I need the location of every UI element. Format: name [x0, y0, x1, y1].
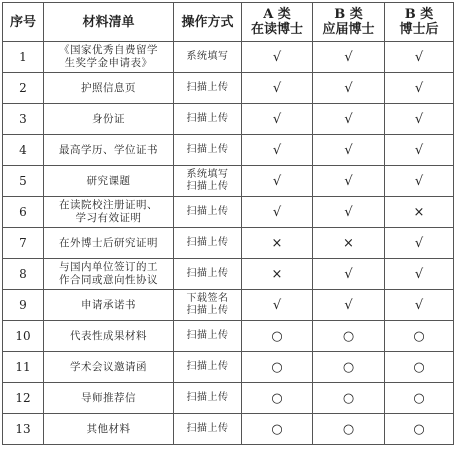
category-b2-mark: √ — [385, 73, 454, 104]
header-category-b1 — [313, 3, 385, 42]
material-text: 护照信息页 — [81, 81, 136, 94]
category-b2-mark: ○ — [385, 352, 454, 383]
table-row — [3, 42, 454, 73]
operation-cell — [174, 290, 242, 321]
material-cell — [44, 321, 174, 352]
category-b1-mark: √ — [313, 135, 385, 166]
header-b2-type: B 类 — [404, 7, 434, 22]
row-number: 8 — [3, 259, 44, 290]
operation-text: 扫描上传 — [186, 82, 229, 93]
category-b1-mark: √ — [313, 197, 385, 228]
category-b2-mark: × — [385, 197, 454, 228]
category-b1-mark: × — [313, 228, 385, 259]
operation-text: 扫描上传 — [186, 144, 229, 155]
table-row — [3, 414, 454, 445]
table-row — [3, 290, 454, 321]
operation-text: 扫描上传 — [186, 181, 229, 192]
material-cell — [44, 383, 174, 414]
operation-text: 扫描上传 — [186, 392, 229, 403]
material-text: 生奖学金申请表》 — [64, 57, 153, 69]
header-material: 材料清单 — [44, 3, 174, 42]
category-b2-mark: ○ — [385, 321, 454, 352]
row-number: 7 — [3, 228, 44, 259]
operation-text: 扫描上传 — [186, 423, 229, 434]
category-a-mark: √ — [242, 166, 313, 197]
header-a-desc: 在读博士 — [250, 22, 303, 37]
category-a-mark: × — [242, 228, 313, 259]
material-text: 身份证 — [92, 112, 125, 125]
material-text: 导师推荐信 — [81, 391, 136, 404]
category-b1-mark: √ — [313, 42, 385, 73]
category-a-mark: √ — [242, 290, 313, 321]
operation-cell — [174, 321, 242, 352]
material-text: 《国家优秀自费留学 — [59, 44, 158, 56]
operation-text: 下载签名 — [186, 293, 229, 304]
category-b2-mark: ○ — [385, 383, 454, 414]
material-cell — [44, 135, 174, 166]
category-b2-mark: ○ — [385, 414, 454, 445]
operation-text: 扫描上传 — [186, 361, 229, 372]
category-a-mark: ○ — [242, 383, 313, 414]
operation-cell — [174, 42, 242, 73]
operation-cell — [174, 104, 242, 135]
row-number: 13 — [3, 414, 44, 445]
table-body — [3, 42, 454, 445]
material-cell — [44, 42, 174, 73]
row-number: 6 — [3, 197, 44, 228]
row-number: 11 — [3, 352, 44, 383]
table-row — [3, 352, 454, 383]
material-text: 学术会议邀请函 — [70, 360, 147, 373]
material-text: 申请承诺书 — [81, 298, 136, 311]
category-a-mark: √ — [242, 104, 313, 135]
table-row — [3, 104, 454, 135]
header-b2-desc: 博士后 — [399, 22, 439, 37]
category-b2-mark: √ — [385, 104, 454, 135]
material-cell — [44, 290, 174, 321]
category-b1-mark: ○ — [313, 321, 385, 352]
operation-text: 扫描上传 — [186, 330, 229, 341]
category-b1-mark: √ — [313, 290, 385, 321]
operation-text: 扫描上传 — [186, 113, 229, 124]
material-text: 代表性成果材料 — [70, 329, 147, 342]
material-cell — [44, 259, 174, 290]
operation-text: 扫描上传 — [186, 237, 229, 248]
operation-text: 系统填写 — [186, 169, 229, 180]
row-number: 3 — [3, 104, 44, 135]
table-header — [3, 3, 454, 42]
header-a-type: A 类 — [263, 7, 291, 22]
header-category-a — [242, 3, 313, 42]
header-row — [3, 3, 454, 42]
material-cell — [44, 414, 174, 445]
category-b1-mark: ○ — [313, 383, 385, 414]
category-a-mark: √ — [242, 135, 313, 166]
header-operation: 操作方式 — [174, 3, 242, 42]
category-a-mark: √ — [242, 42, 313, 73]
materials-table — [2, 2, 454, 445]
operation-text: 系统填写 — [186, 51, 229, 62]
category-b1-mark: √ — [313, 73, 385, 104]
table-row — [3, 73, 454, 104]
row-number: 10 — [3, 321, 44, 352]
operation-text: 扫描上传 — [186, 305, 229, 316]
header-no: 序号 — [3, 3, 44, 42]
table-row — [3, 197, 454, 228]
category-a-mark: ○ — [242, 352, 313, 383]
material-cell — [44, 352, 174, 383]
operation-cell — [174, 414, 242, 445]
row-number: 5 — [3, 166, 44, 197]
category-a-mark: ○ — [242, 414, 313, 445]
material-cell — [44, 166, 174, 197]
material-text: 在外博士后研究证明 — [59, 236, 158, 249]
table-row — [3, 228, 454, 259]
category-b2-mark: √ — [385, 259, 454, 290]
material-text: 其他材料 — [86, 422, 131, 435]
material-cell — [44, 197, 174, 228]
header-b1-type: B 类 — [334, 7, 363, 22]
table-row — [3, 135, 454, 166]
category-b1-mark: ○ — [313, 414, 385, 445]
row-number: 2 — [3, 73, 44, 104]
category-a-mark: × — [242, 259, 313, 290]
material-text: 与国内单位签订的工 — [59, 261, 158, 273]
row-number: 1 — [3, 42, 44, 73]
table-row — [3, 166, 454, 197]
operation-cell — [174, 166, 242, 197]
operation-cell — [174, 197, 242, 228]
material-cell — [44, 228, 174, 259]
operation-cell — [174, 352, 242, 383]
material-text: 在读院校注册证明、 — [59, 199, 158, 211]
operation-cell — [174, 135, 242, 166]
header-b1-desc: 应届博士 — [322, 22, 375, 37]
category-b1-mark: √ — [313, 259, 385, 290]
category-a-mark: ○ — [242, 321, 313, 352]
row-number: 4 — [3, 135, 44, 166]
header-category-b2 — [385, 3, 454, 42]
category-b1-mark: √ — [313, 104, 385, 135]
category-a-mark: √ — [242, 73, 313, 104]
row-number: 9 — [3, 290, 44, 321]
material-text: 作合同或意向性协议 — [59, 274, 158, 286]
category-b2-mark: √ — [385, 166, 454, 197]
table-row — [3, 383, 454, 414]
material-cell — [44, 73, 174, 104]
table-row — [3, 321, 454, 352]
category-b2-mark: √ — [385, 290, 454, 321]
material-text: 最高学历、学位证书 — [59, 143, 158, 156]
operation-text: 扫描上传 — [186, 268, 229, 279]
category-b2-mark: √ — [385, 228, 454, 259]
operation-cell — [174, 383, 242, 414]
category-b2-mark: √ — [385, 135, 454, 166]
category-b2-mark: √ — [385, 42, 454, 73]
operation-cell — [174, 228, 242, 259]
category-b1-mark: ○ — [313, 352, 385, 383]
row-number: 12 — [3, 383, 44, 414]
operation-cell — [174, 73, 242, 104]
operation-cell — [174, 259, 242, 290]
category-a-mark: √ — [242, 197, 313, 228]
table-row — [3, 259, 454, 290]
material-text: 研究课题 — [86, 174, 131, 187]
category-b1-mark: √ — [313, 166, 385, 197]
material-cell — [44, 104, 174, 135]
material-text: 学习有效证明 — [75, 212, 142, 224]
operation-text: 扫描上传 — [186, 206, 229, 217]
